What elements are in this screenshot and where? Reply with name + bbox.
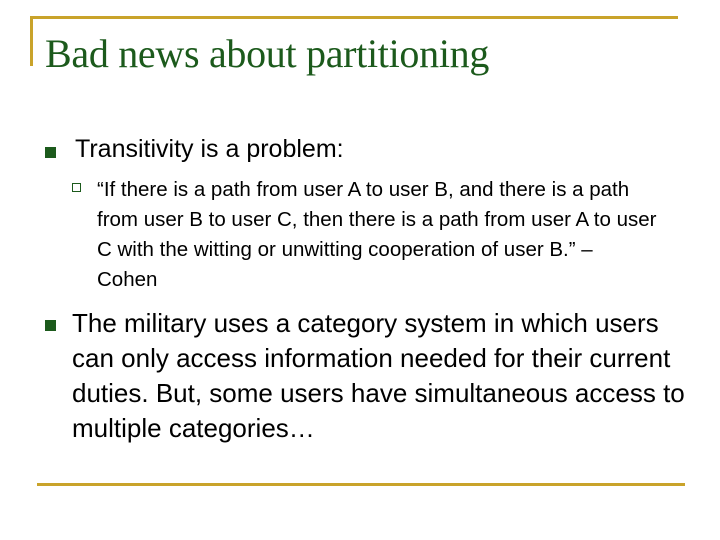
square-bullet-icon [45,147,56,158]
bottom-rule [37,483,685,486]
top-rule [30,16,678,19]
bullet-2-text: The military uses a category system in which users can only access information needed for their current duties. But, some users have simultaneous access to multiple categories… [72,308,685,443]
bullet-1-text: Transitivity is a problem: [75,135,344,163]
slide-title: Bad news about partitioning [45,31,490,76]
subbullet-1-text: “If there is a path from user A to user B, and there is a path from user B to user C, then there is a path from user A to user C with the witting or unwitting cooperation of user B.” – Cohen [97,178,657,291]
hollow-square-bullet-icon [72,183,81,192]
square-bullet-icon [45,320,56,331]
left-rule [30,16,33,66]
